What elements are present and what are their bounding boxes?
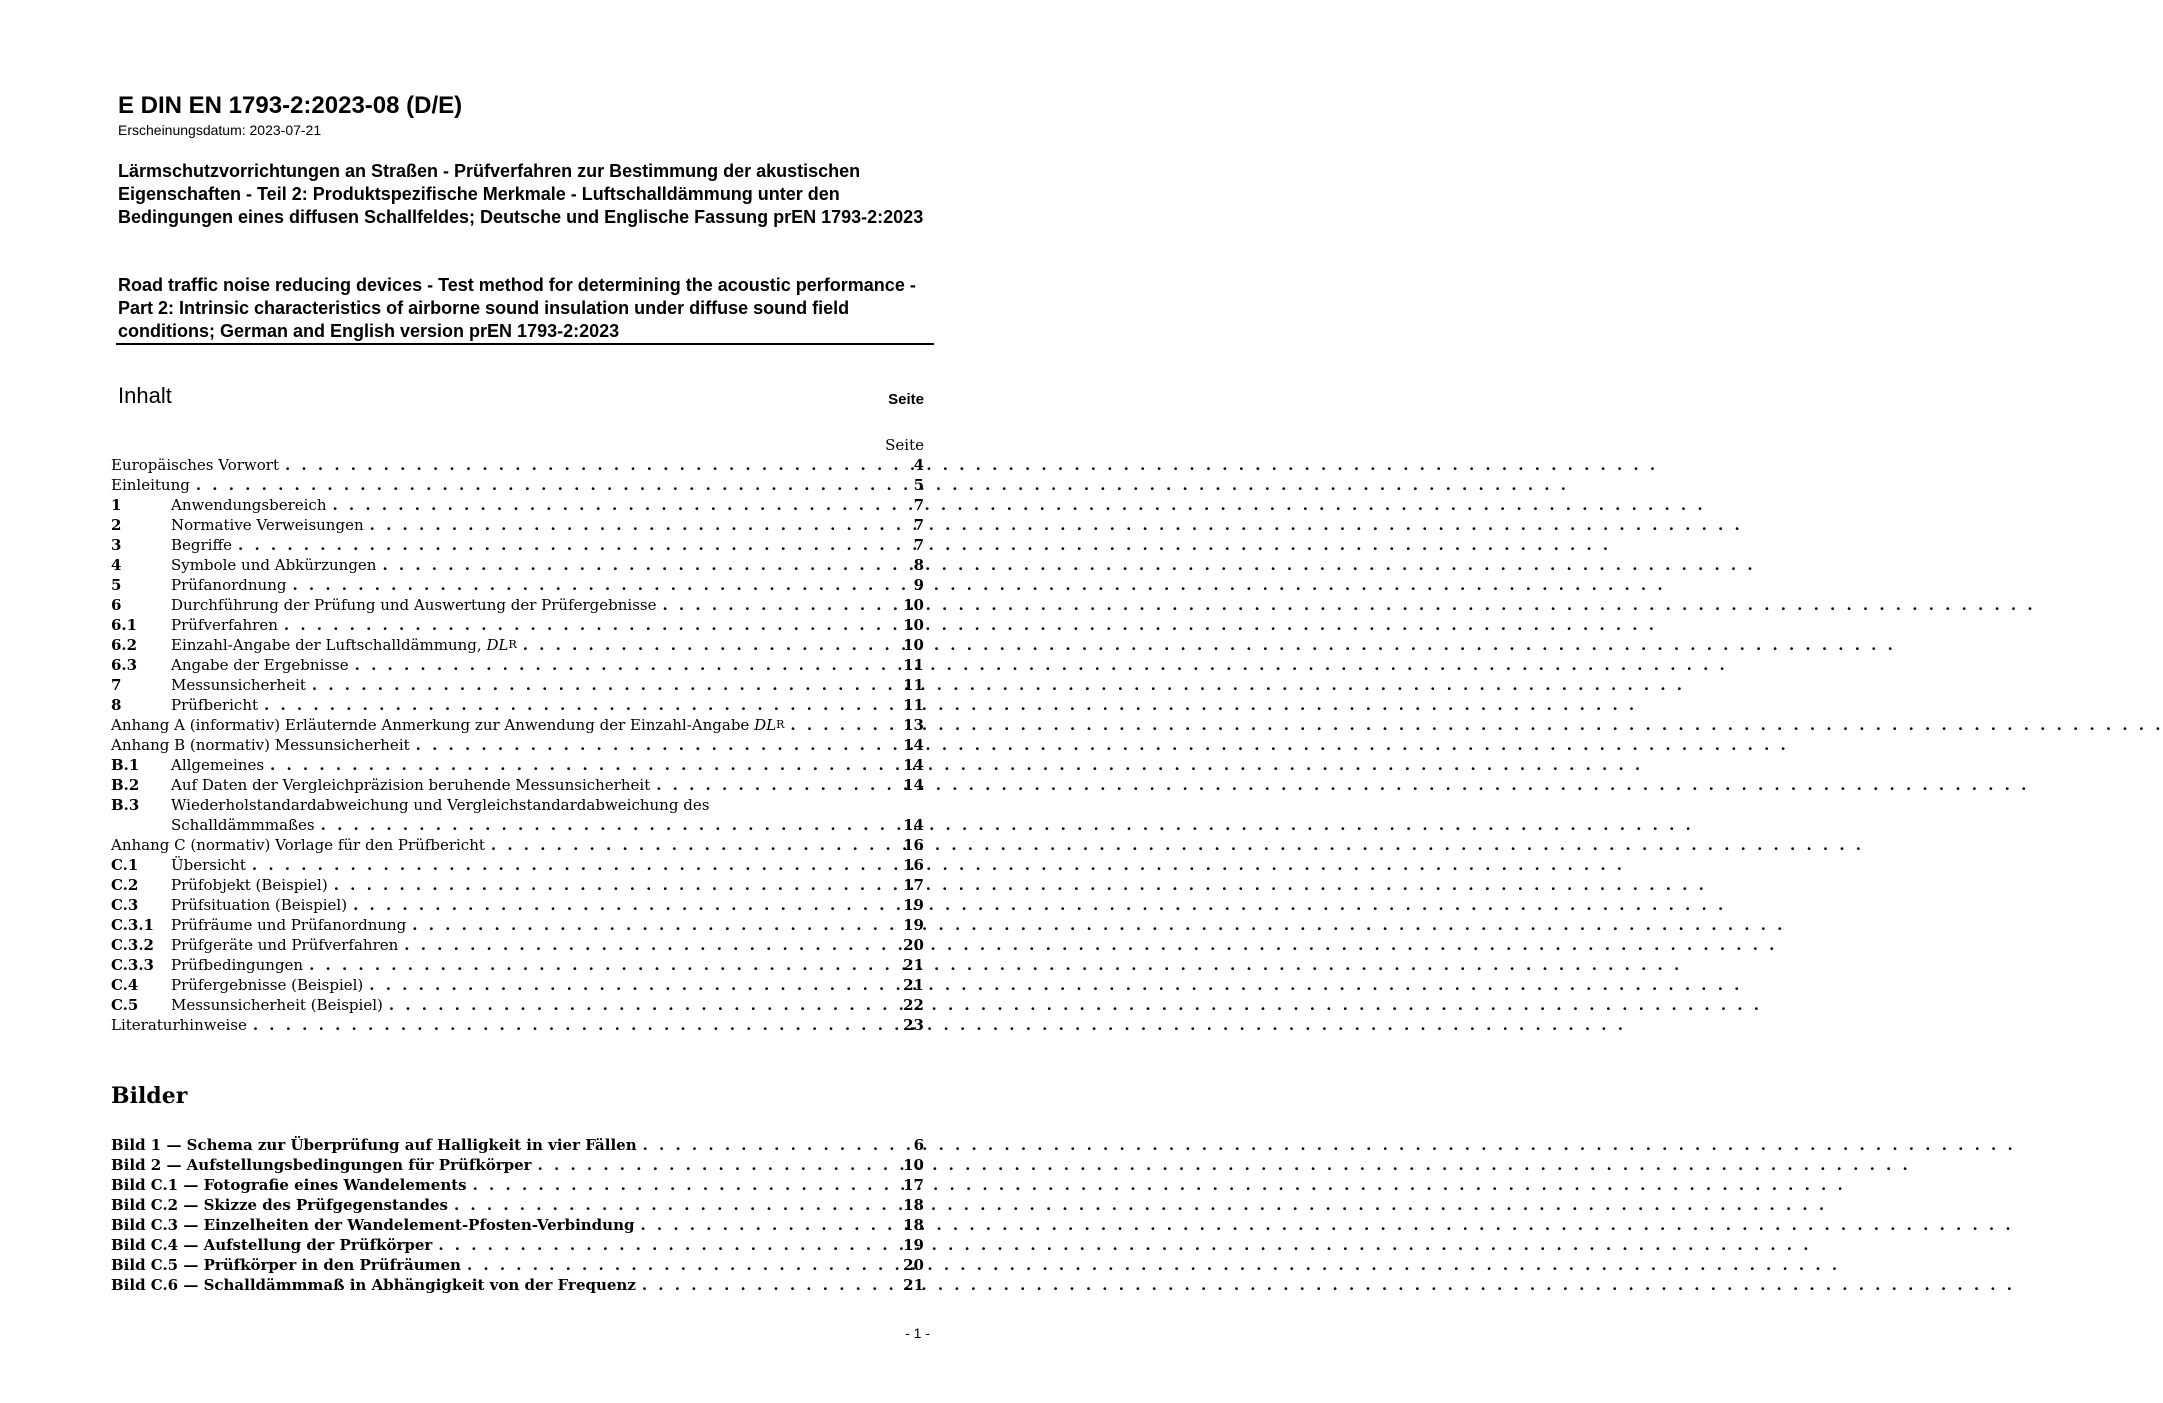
toc-entry[interactable] [111,555,924,575]
toc-entry-number: 4 [111,556,122,574]
toc-entry-title: Einleitung [111,476,190,494]
figure-entry[interactable] [111,1255,924,1275]
toc-entry-leader [416,735,884,755]
toc-entry[interactable] [111,695,924,715]
toc-entry-title: Allgemeines [171,756,265,774]
toc-entry-leader [491,835,884,855]
toc-entry-symbol-subscript: R [776,718,785,731]
toc-entry-title: Prüfräume und Prüfanordnung [171,916,407,934]
toc-entry-page: 11 [903,676,924,694]
toc-entry-leader [285,455,884,475]
toc-entry-leader [389,995,884,1015]
figure-entry-leader [438,1235,884,1255]
title-german: Lärmschutzvorrichtungen an Straßen - Prüfverfahren zur Bestimmung der akustischen Eigenschaften - Teil 2: Produktspezifische Merkmale - Luftschalldämmung unter den Bedingungen eines diffusen Schallfeldes; Deutsche und Englische Fassung prEN 1793-2:2023 [118,161,924,227]
toc-entry-title: Prüfanordnung [171,576,287,594]
publication-date: Erscheinungsdatum: 2023-07-21 [118,122,322,138]
toc-entry-leader [332,495,884,515]
toc-entry-leader [270,755,884,775]
toc-entry-title: Durchführung der Prüfung und Auswertung der Prüfergebnisse [171,596,657,614]
toc-entry[interactable] [111,495,924,515]
toc-entry-title: Europäisches Vorwort [111,456,279,474]
toc-entry-title: Angabe der Ergebnisse [171,656,349,674]
toc-entry[interactable] [111,835,924,855]
toc-entry-leader [312,675,884,695]
toc-entry[interactable] [111,1015,924,1035]
figure-entry-page: 21 [903,1276,924,1294]
toc-entry-title: Auf Daten der Vergleichpräzision beruhende Messunsicherheit [171,776,651,794]
title-english: Road traffic noise reducing devices - Test method for determining the acoustic performance - Part 2: Intrinsic characteristics of airborne sound insulation under diffuse sound field conditions; German and English version prEN 1793-2:2023 [118,275,916,341]
figure-entry[interactable] [111,1195,924,1215]
toc-entry[interactable] [111,575,924,595]
toc-entry[interactable] [111,955,924,975]
toc-entry-page: 7 [913,516,924,534]
toc-entry-page: 9 [913,576,924,594]
document-code: E DIN EN 1793-2:2023-08 (D/E) [118,92,463,119]
toc-page-column-label: Seite [888,391,924,408]
toc-entry-leader [253,1015,884,1035]
toc-entry-number: 5 [111,576,122,594]
toc-entry-title: Prüfobjekt (Beispiel) [171,876,328,894]
toc-entry-number: C.4 [111,976,139,994]
toc-entry-title: Übersicht [171,856,246,874]
toc-entry-leader [656,775,884,795]
toc-entry-number: B.3 [111,796,140,814]
toc-entry-title: Prüfergebnisse (Beispiel) [171,976,364,994]
figure-entry-title: Bild C.4 — Aufstellung der Prüfkörper [111,1236,433,1254]
toc-entry-leader [404,935,884,955]
toc-entry-leader [264,695,884,715]
toc-entry[interactable] [111,655,924,675]
toc-entry-page: 10 [903,616,924,634]
figure-entry-leader [642,1275,884,1295]
toc-entry-number: C.2 [111,876,139,894]
figure-entry-leader [643,1135,884,1155]
figure-entry-title: Bild C.5 — Prüfkörper in den Prüfräumen [111,1256,461,1274]
toc-entry[interactable] [111,915,924,935]
toc-entry-page: 21 [903,956,924,974]
toc-entry-page: 23 [903,1016,924,1034]
toc-entry-page: 16 [903,836,924,854]
toc-entry-leader [353,895,884,915]
figures-list [111,1135,924,1295]
toc-entry-number: 8 [111,696,122,714]
toc-entry-page: 14 [903,736,924,754]
toc-entry-leader [370,515,884,535]
toc-entry-symbol: DL [754,716,777,734]
figure-entry-title: Bild C.3 — Einzelheiten der Wandelement-Pfosten-Verbindung [111,1216,635,1234]
toc-entry-number: C.3.3 [111,956,154,974]
toc-entry-title: Messunsicherheit [171,676,306,694]
toc-entry-number: 1 [111,496,122,514]
toc-entry[interactable] [111,935,924,955]
toc-entry-page: 13 [903,716,924,734]
toc-list [111,435,924,1035]
figure-entry[interactable] [111,1235,924,1255]
toc-entry-title: Prüfgeräte und Prüfverfahren [171,936,399,954]
toc-entry-title: Anhang B (normativ) Messunsicherheit [111,736,410,754]
figure-entry-title: Bild 1 — Schema zur Überprüfung auf Halligkeit in vier Fällen [111,1136,637,1154]
toc-entry[interactable] [111,475,924,495]
toc-entry-title: Anhang C (normativ) Vorlage für den Prüfbericht [111,836,485,854]
figure-entry-page: 17 [903,1176,924,1194]
toc-entry-symbol-subscript: R [508,638,517,651]
toc-entry-symbol: DL [486,636,509,654]
figures-heading: Bilder [111,1083,188,1109]
toc-entry-title: Prüfbericht [171,696,259,714]
toc-entry-leader [321,815,884,835]
toc-entry-title: Prüfverfahren [171,616,278,634]
toc-page-column-label-secondary: Seite [885,436,924,454]
toc-entry-page: 19 [903,916,924,934]
toc-entry[interactable] [111,855,924,875]
toc-entry-leader [284,615,884,635]
toc-entry-page: 16 [903,856,924,874]
toc-entry-number: 7 [111,676,122,694]
toc-entry-leader [292,575,884,595]
toc-entry-number: 6.2 [111,636,138,654]
toc-entry-page: 17 [903,876,924,894]
toc-entry[interactable] [111,775,924,795]
toc-entry-number: 6 [111,596,122,614]
figure-entry-title: Bild C.6 — Schalldämmmaß in Abhängigkeit von der Frequenz [111,1276,636,1294]
toc-entry-page: 8 [913,556,924,574]
toc-entry-number: C.3.1 [111,916,154,934]
toc-entry-number: C.3.2 [111,936,154,954]
toc-entry-leader [382,555,884,575]
figure-entry-page: 10 [903,1156,924,1174]
toc-entry[interactable] [111,995,924,1015]
toc-entry-page: 22 [903,996,924,1014]
figure-entry-leader [467,1255,884,1275]
toc-entry-number: B.1 [111,756,140,774]
toc-entry-title: Messunsicherheit (Beispiel) [171,996,383,1014]
toc-entry-page: 10 [903,596,924,614]
toc-entry-page: 11 [903,656,924,674]
toc-entry-page: 14 [903,776,924,794]
title-divider [116,343,934,345]
toc-entry-page: 7 [913,496,924,514]
toc-entry-number: 2 [111,516,122,534]
toc-entry[interactable] [111,535,924,555]
page-number: - 1 - [905,1325,930,1341]
figure-entry-title: Bild C.2 — Skizze des Prüfgegenstandes [111,1196,448,1214]
figure-entry-leader [640,1215,884,1235]
toc-entry[interactable] [111,635,924,655]
figure-entry-title: Bild C.1 — Fotografie eines Wandelements [111,1176,467,1194]
figure-entry-title: Bild 2 — Aufstellungsbedingungen für Prüfkörper [111,1156,532,1174]
toc-entry-page: 14 [903,756,924,774]
figure-entry[interactable] [111,1175,924,1195]
figure-entry-page: 6 [913,1136,924,1154]
toc-entry-title: Prüfbedingungen [171,956,304,974]
toc-entry-number: 6.1 [111,616,138,634]
toc-entry-title: Einzahl-Angabe der Luftschalldämmung, [171,636,487,654]
toc-entry-leader [662,595,884,615]
figure-entry-page: 19 [903,1236,924,1254]
toc-entry-leader [523,635,884,655]
toc-entry-number: 3 [111,536,122,554]
toc-entry[interactable] [111,875,924,895]
figure-entry-page: 18 [903,1196,924,1214]
toc-entry-page: 20 [903,936,924,954]
toc-entry-leader [309,955,884,975]
toc-entry-number: C.5 [111,996,139,1014]
toc-entry[interactable] [111,795,924,815]
figure-entry[interactable] [111,1275,924,1295]
toc-entry[interactable] [111,615,924,635]
toc-entry-continuation[interactable] [111,815,924,835]
toc-entry[interactable] [111,755,924,775]
toc-entry-title: Symbole und Abkürzungen [171,556,377,574]
toc-entry-number: C.1 [111,856,139,874]
figure-entry[interactable] [111,1135,924,1155]
toc-entry[interactable] [111,675,924,695]
toc-entry-title: Anwendungsbereich [171,496,327,514]
figure-entry-page: 18 [903,1216,924,1234]
toc-entry-leader [355,655,884,675]
figure-entry-leader [538,1155,884,1175]
toc-entry-page: 19 [903,896,924,914]
toc-entry[interactable] [111,455,924,475]
toc-entry-title: Prüfsituation (Beispiel) [171,896,348,914]
toc-entry-leader [369,975,884,995]
toc-entry[interactable] [111,975,924,995]
figure-entry-leader [454,1195,884,1215]
toc-entry-leader [238,535,884,555]
figure-entry-leader [473,1175,884,1195]
toc-entry[interactable] [111,595,924,615]
toc-entry-number: C.3 [111,896,139,914]
toc-entry-leader [196,475,884,495]
toc-heading: Inhalt [118,383,172,408]
toc-entry-page: 4 [913,456,924,474]
toc-entry[interactable] [111,515,924,535]
toc-entry[interactable] [111,715,924,735]
toc-entry-title: Wiederholstandardabweichung und Vergleichstandardabweichung des [171,796,710,814]
toc-entry-leader [334,875,884,895]
figure-entry-page: 20 [903,1256,924,1274]
toc-entry-title: Anhang A (informativ) Erläuternde Anmerkung zur Anwendung der Einzahl-Angabe [111,716,755,734]
toc-entry-page: 7 [913,536,924,554]
toc-entry-title: Begriffe [171,536,233,554]
toc-entry-title: Normative Verweisungen [171,516,364,534]
toc-entry-leader [412,915,884,935]
toc-entry-page: 11 [903,696,924,714]
toc-entry-title-continuation: Schalldämmmaßes [171,816,315,834]
toc-entry-leader [790,715,884,735]
toc-entry-page: 5 [913,476,924,494]
toc-entry-page: 14 [903,816,924,834]
toc-entry-number: 6.3 [111,656,138,674]
toc-entry-number: B.2 [111,776,140,794]
toc-entry-page: 10 [903,636,924,654]
toc-entry-title: Literaturhinweise [111,1016,247,1034]
toc-entry[interactable] [111,895,924,915]
figure-entry[interactable] [111,1215,924,1235]
figure-entry[interactable] [111,1155,924,1175]
toc-entry-page: 21 [903,976,924,994]
toc-entry[interactable] [111,735,924,755]
toc-entry-leader [252,855,884,875]
